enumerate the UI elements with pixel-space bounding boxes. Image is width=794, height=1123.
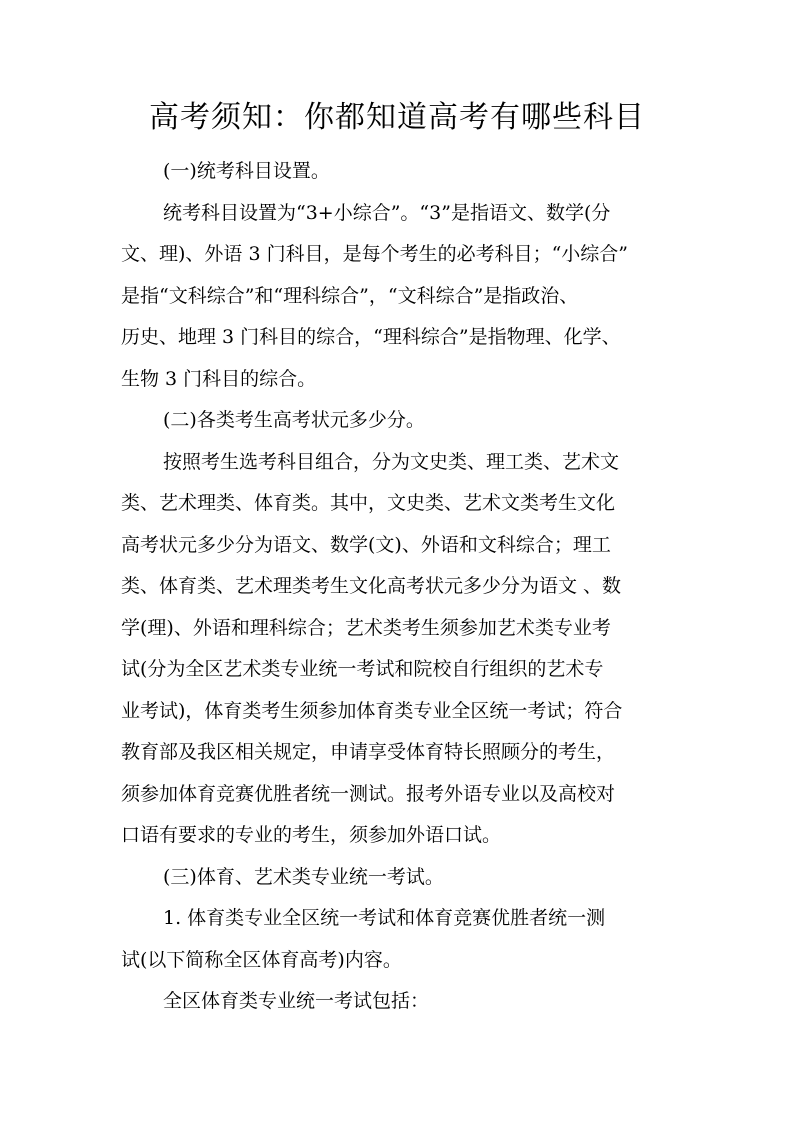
paragraph <box>121 442 681 857</box>
paragraph-line: (二)各类考生高考状元多少分。 <box>163 409 425 431</box>
paragraph-line: (一)统考科目设置。 <box>163 160 330 182</box>
paragraph-line: 类、体育类、艺术理类考生文化高考状元多少分为语文 、数 <box>121 575 622 597</box>
paragraph-line: 教育部及我区相关规定，申请享受体育特长照顾分的考生， <box>121 741 616 763</box>
paragraph-line: 口语有要求的专业的考生，须参加外语口试。 <box>121 824 502 846</box>
paragraph <box>121 981 681 1023</box>
document-title: 高考须知：你都知道高考有哪些科目 <box>149 100 645 135</box>
document-body <box>121 151 681 1023</box>
paragraph-line: 是指“文科综合”和“理科综合”，“文科综合”是指政治、 <box>121 284 579 307</box>
paragraph-line: 全区体育类专业统一考试包括： <box>163 990 430 1012</box>
paragraph <box>121 193 681 401</box>
paragraph-line: 按照考生选考科目组合，分为文史类、理工类、艺术文 <box>163 450 620 473</box>
paragraph-line: 类、艺术理类、体育类。其中，文史类、艺术文类考生文化 <box>121 492 616 514</box>
paragraph <box>121 400 681 442</box>
paragraph-line: 高考状元多少分为语文、数学(文)、外语和文科综合；理工 <box>121 533 611 556</box>
paragraph-line: 1. 体育类专业全区统一考试和体育竞赛优胜者统一测 <box>163 907 606 929</box>
paragraph-line: 试(分为全区艺术类专业统一考试和院校自行组织的艺术专 <box>121 658 604 680</box>
paragraph-line: (三)体育、艺术类专业统一考试。 <box>163 865 444 888</box>
paragraph-line: 业考试)，体育类考生须参加体育类专业全区统一考试；符合 <box>121 699 623 722</box>
paragraph-line: 生物 3 门科目的综合。 <box>121 367 317 390</box>
paragraph-line: 试(以下简称全区体育高考)内容。 <box>121 948 402 971</box>
paragraph-line: 文、理)、外语 3 门科目，是每个考生的必考科目；“小综合” <box>121 243 629 265</box>
paragraph-line: 历史、地理 3 门科目的综合，“理科综合”是指物理、化学、 <box>121 326 621 348</box>
paragraph <box>121 857 681 899</box>
paragraph <box>121 898 681 981</box>
paragraph-line: 须参加体育竞赛优胜者统一测试。报考外语专业以及高校对 <box>121 782 616 805</box>
paragraph <box>121 151 681 193</box>
paragraph-line: 学(理)、外语和理科综合；艺术类考生须参加艺术类专业考 <box>121 616 611 639</box>
paragraph-line: 统考科目设置为“3+小综合”。“3”是指语文、数学(分 <box>163 201 611 224</box>
